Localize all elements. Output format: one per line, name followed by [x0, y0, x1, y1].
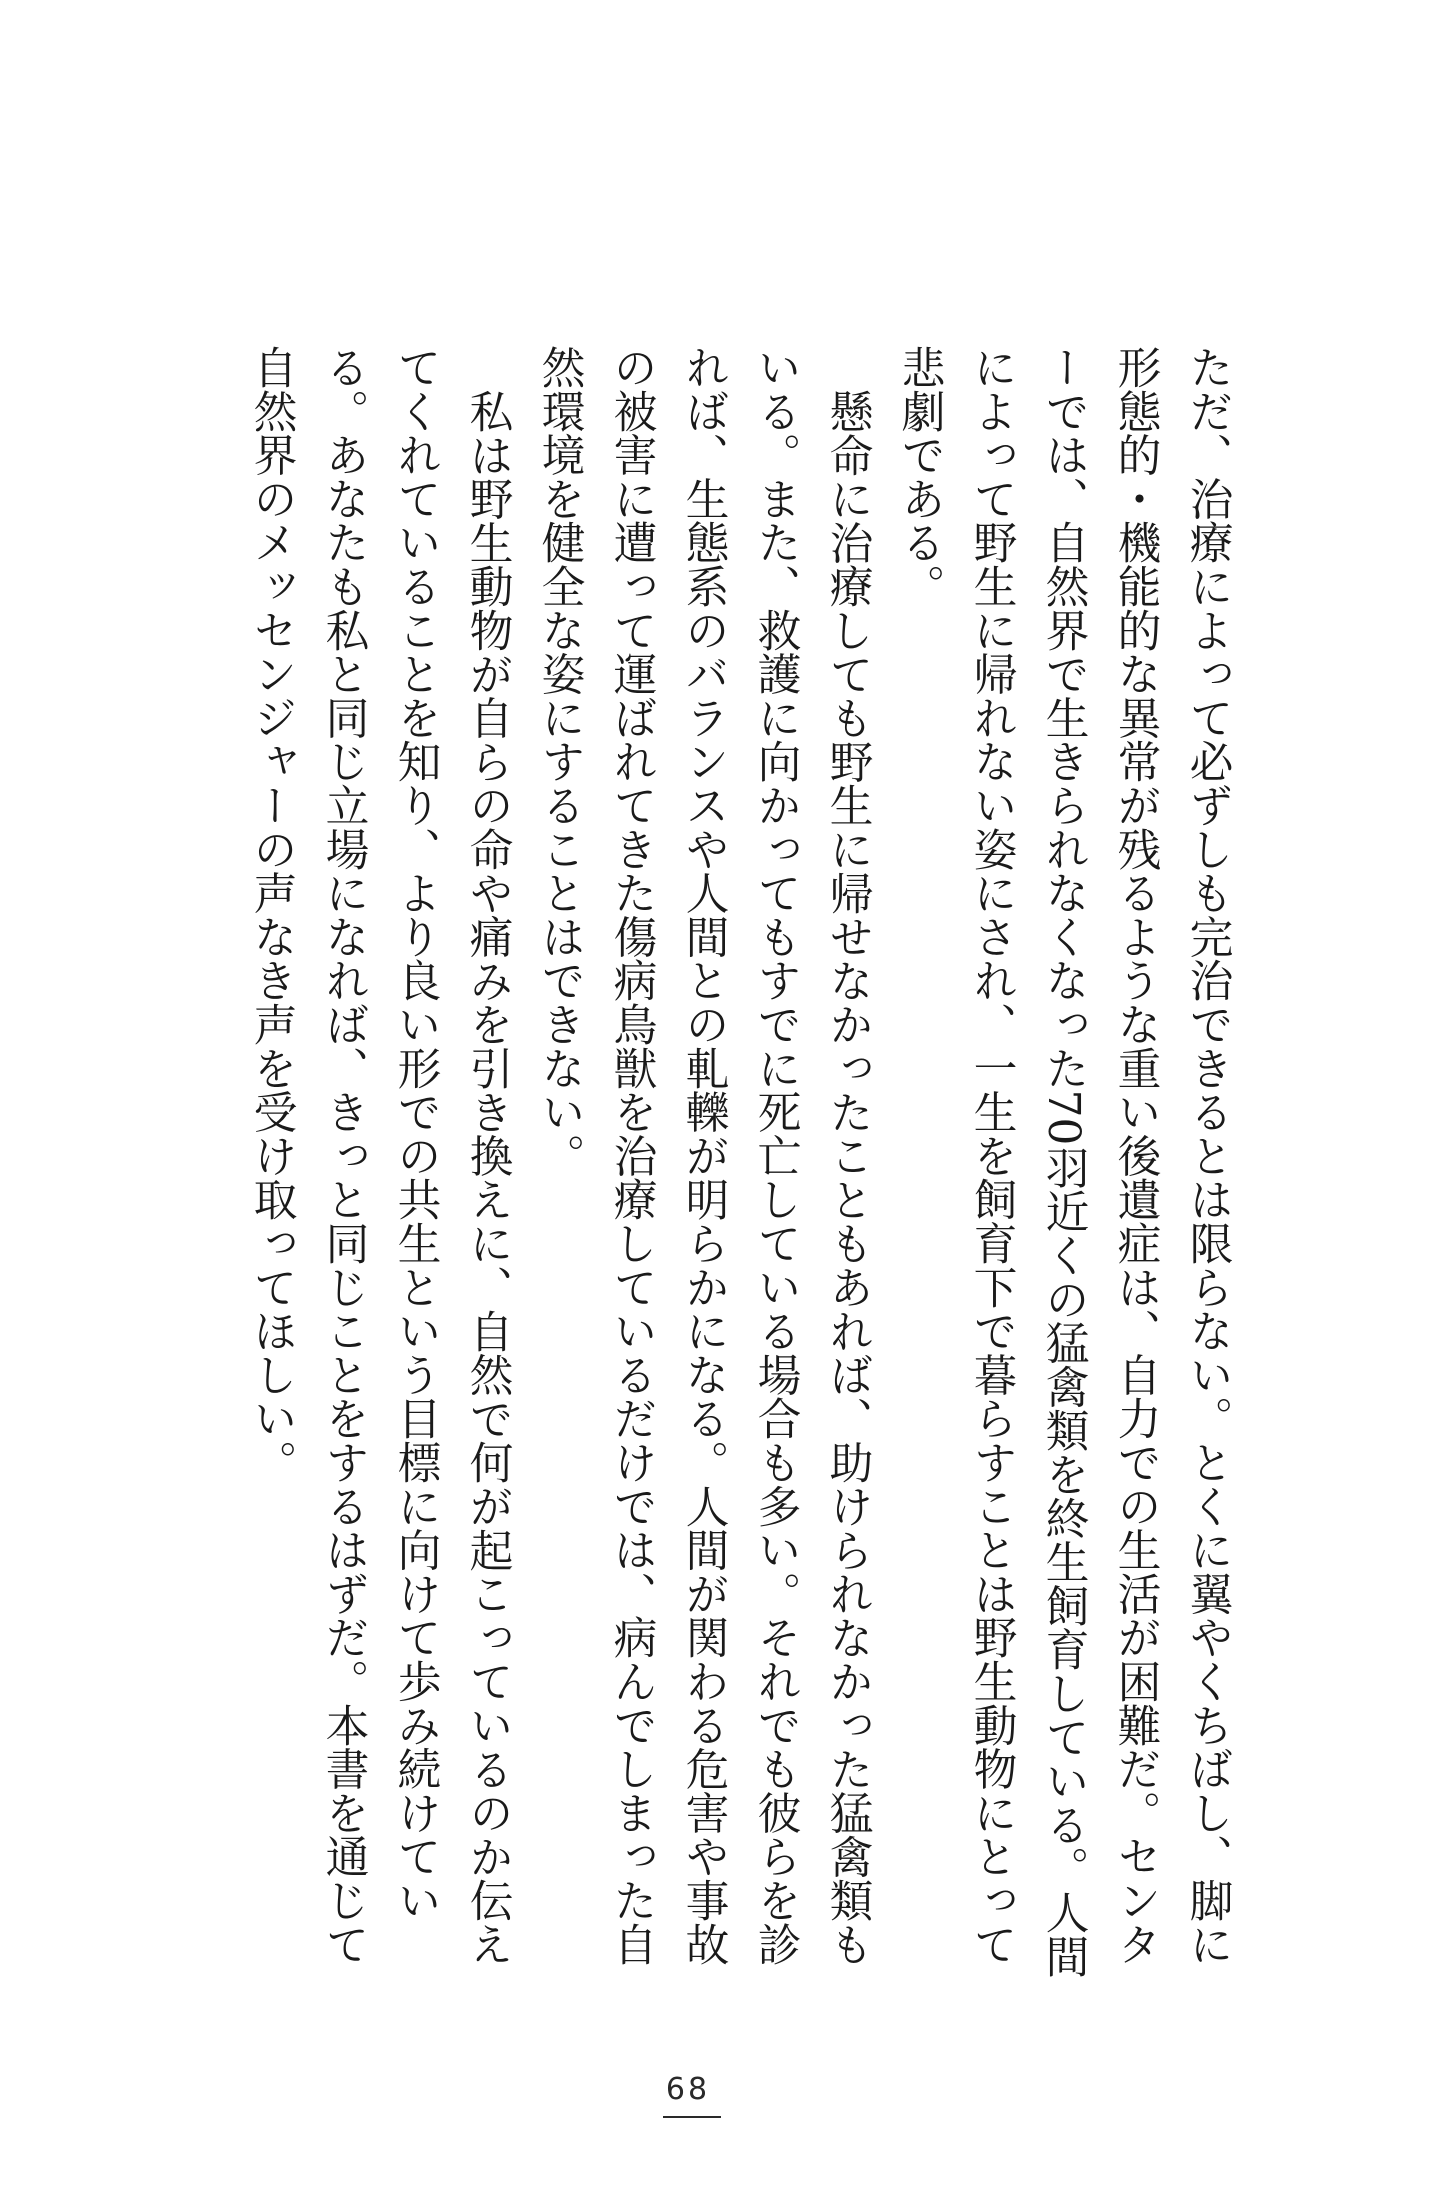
paragraph-1: ただ、治療によって必ずしも完治できるとは限らない。とくに翼やくちばし、脚に形態的・機能的な異常が残るような重い後遺症は、自力での生活が困難だ。センターでは、自然界で生きられなくなった70羽近くの猛禽類を終生飼育している。人間によって野生に帰れない姿にされ、一生を飼育下で暮らすことは野生動物にとって悲劇である。	[894, 345, 1233, 1978]
vertical-text-body	[235, 345, 1243, 1985]
paragraph-2: 懸命に治療しても野生に帰せなかったこともあれば、助けられなかった猛禽類もいる。また、救護に向かってもすでに死亡している場合も多い。それでも彼らを診れば、生態系のバランスや人間との軋轢が明らかになる。人間が関わる危害や事故の被害に遭って運ばれてきた傷病鳥獣を治療しているだけでは、病んでしまった自然環境を健全な姿にすることはできない。	[534, 345, 873, 1966]
page-number: 68	[665, 2072, 711, 2107]
paragraph-3: 私は野生動物が自らの命や痛みを引き換えに、自然で何が起こっているのか伝えてくれていることを知り、より良い形での共生という目標に向けて歩み続けている。あなたも私と同じ立場になれば、きっと同じことをするはずだ。本書を通じて自然界のメッセンジャーの声なき声を受け取ってほしい。	[246, 345, 513, 1966]
page-number-underline	[663, 2116, 721, 2118]
